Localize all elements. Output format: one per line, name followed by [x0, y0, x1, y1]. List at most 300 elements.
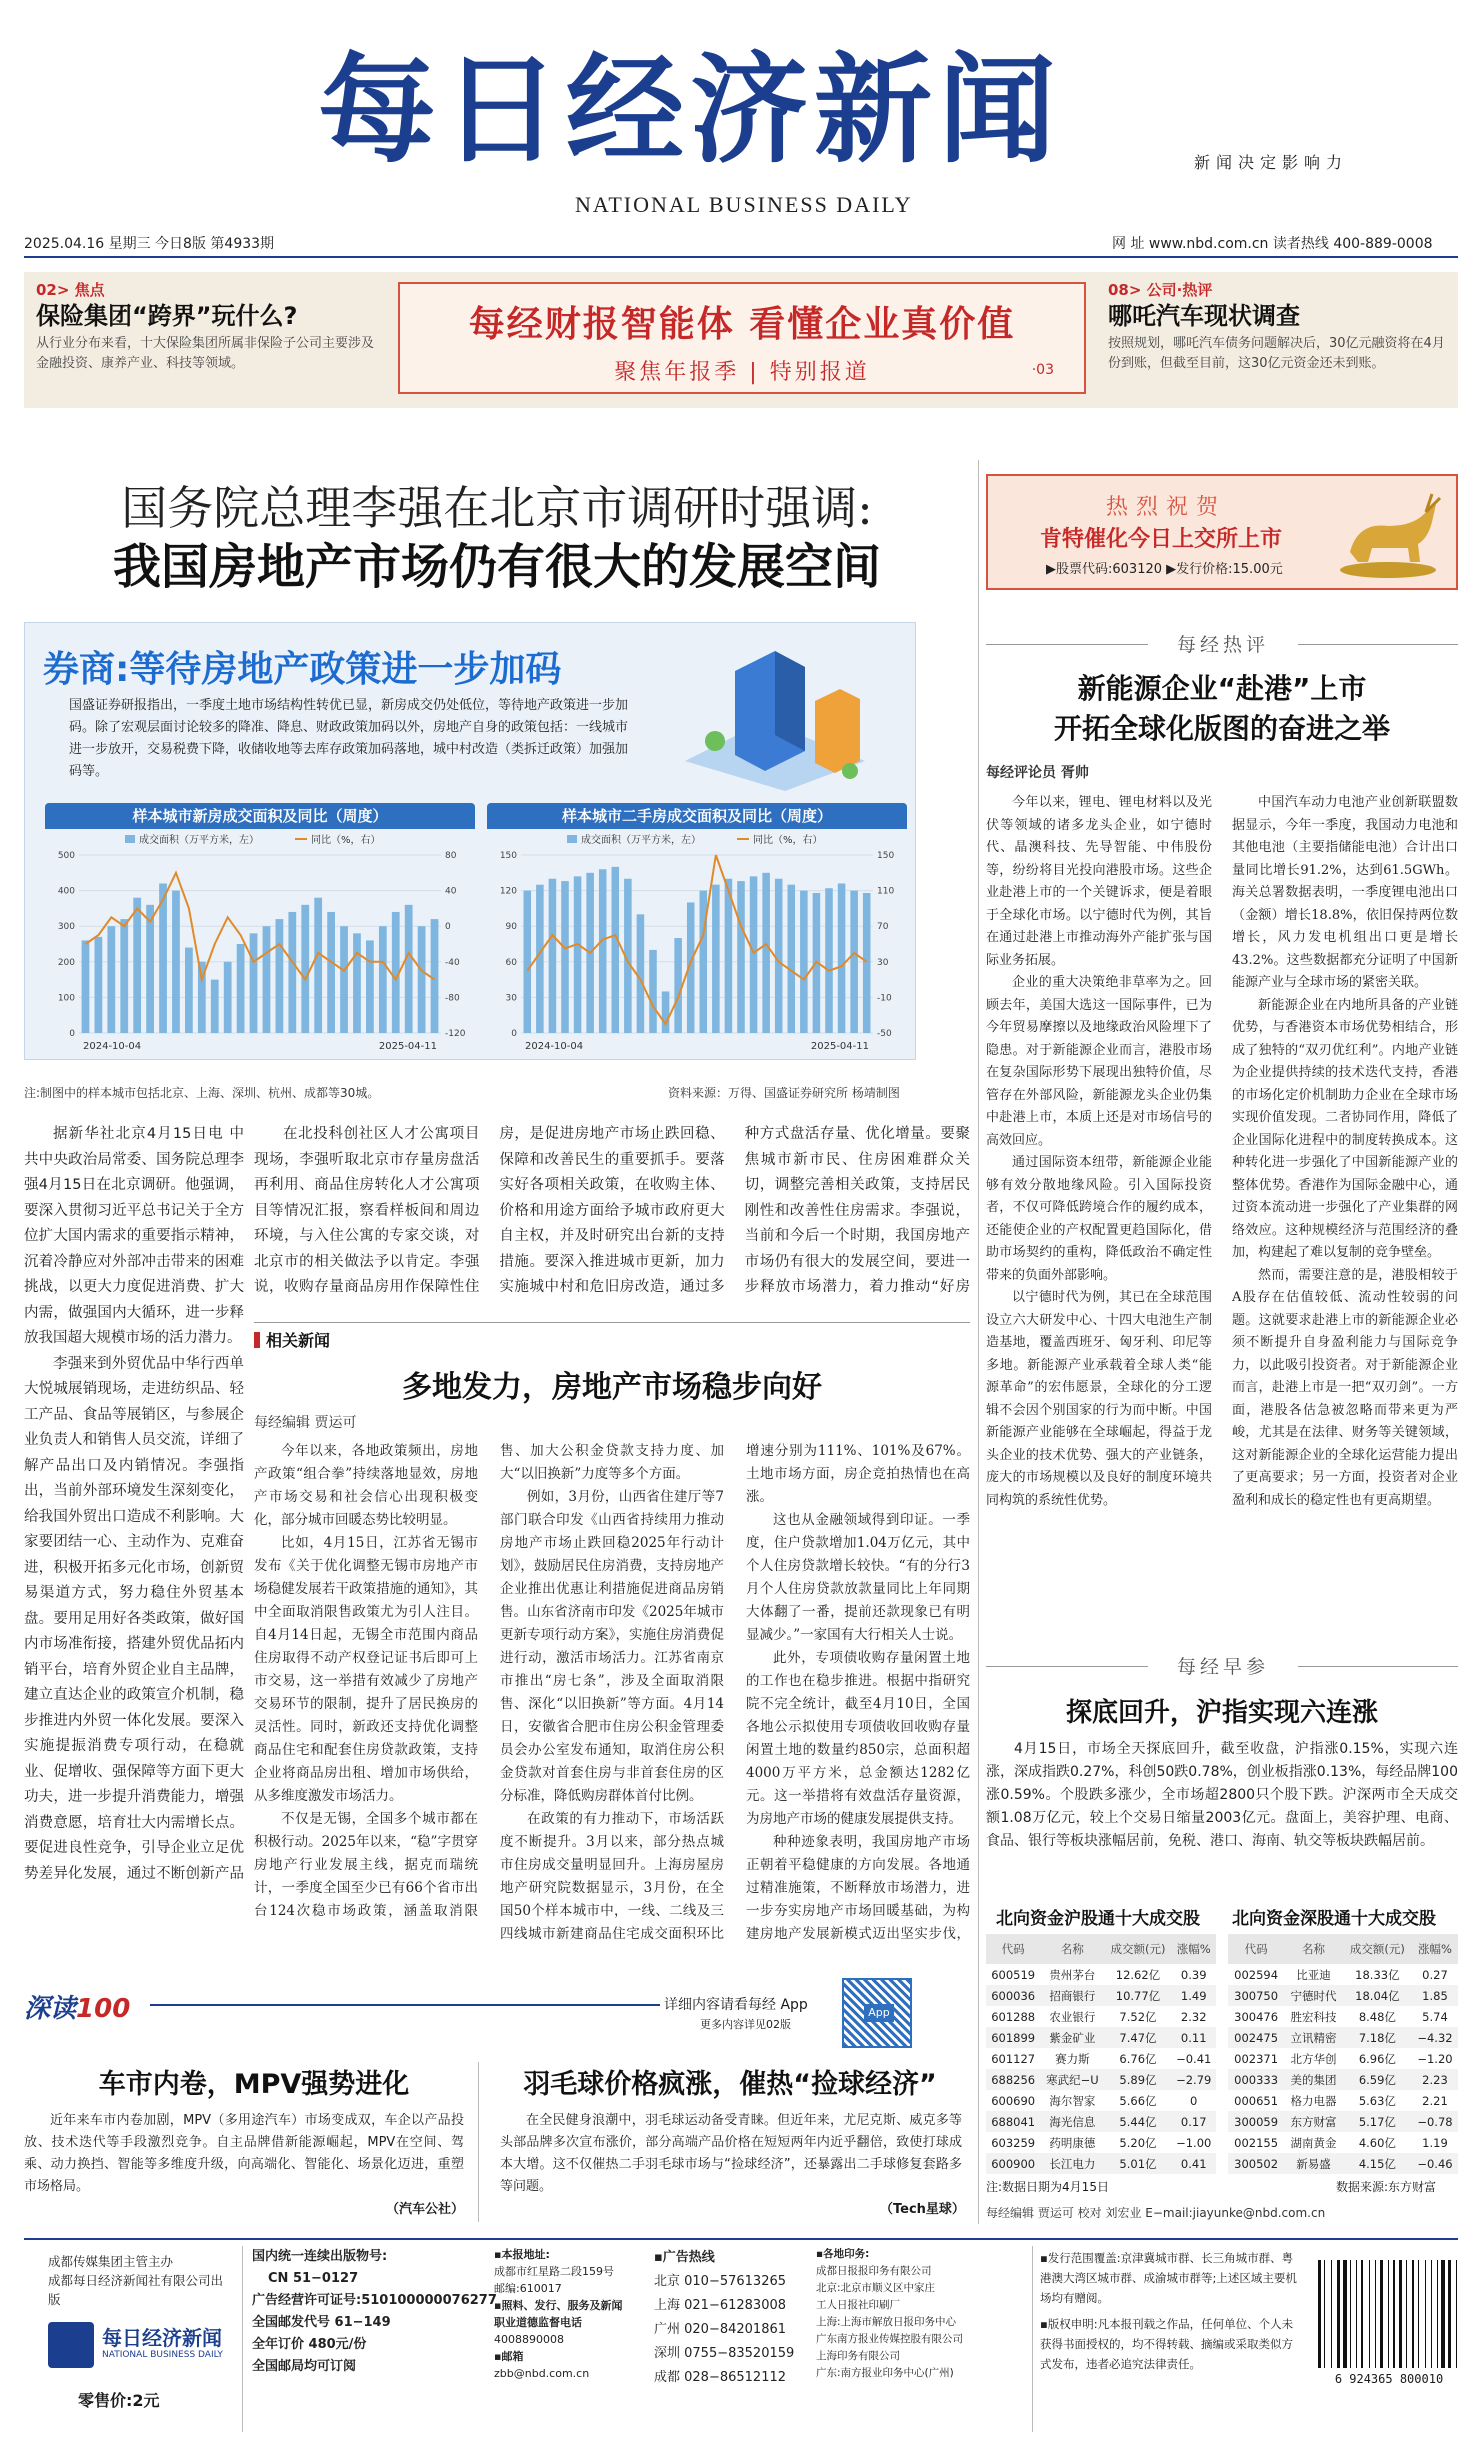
bar — [211, 980, 219, 1033]
bar — [237, 944, 245, 1033]
bar — [431, 919, 439, 1033]
lead-paragraph: 据新华社北京4月15日电 中共中央政治局常委、国务院总理李强4月15日在北京调研。他强调，要深入贯彻习近平总书记关于全方位扩大国内需求的重要指示精神，沉着冷静应对外部冲击带来的困难挑战，以更大力度促进消费、扩大内需，做强国内大循环，进一步释放我国超大规模市场的活力潜力。 — [24, 1126, 244, 1346]
commentary-headline-1: 新能源企业“赴港”上市 — [1077, 672, 1367, 705]
website-line: 网 址 www.nbd.com.cn 读者热线 400-889-0008 — [1112, 236, 1433, 252]
bar — [276, 919, 284, 1033]
footer-line: 4008890008 — [494, 2333, 564, 2346]
table-note: 注:数据日期为4月15日 — [986, 2180, 1109, 2194]
legend-swatch-bar — [125, 835, 135, 843]
table-source: 数据来源:东方财富 — [1336, 2180, 1437, 2194]
market-kicker: 每经早参 — [1148, 1652, 1298, 1679]
bar — [838, 883, 846, 1033]
footer-col3 — [494, 2246, 654, 2382]
building-illustration-icon — [645, 631, 885, 791]
y-tick-label-right: -10 — [877, 993, 892, 1004]
teaser-left[interactable] — [36, 280, 376, 374]
table-row — [1228, 1985, 1458, 2006]
barcode-bar — [1369, 2260, 1370, 2368]
footer-line: 全国邮局均可订阅 — [252, 2359, 357, 2374]
table-cell: 7.47亿 — [1105, 2027, 1172, 2048]
bar — [418, 926, 426, 1033]
table-cell: 5.89亿 — [1105, 2069, 1172, 2090]
table-row — [986, 2027, 1216, 2048]
footer-logo-en: NATIONAL BUSINESS DAILY — [102, 2350, 223, 2360]
footer-line: 上海 021−61283008 — [654, 2298, 787, 2313]
table-row — [1228, 2048, 1458, 2069]
bar — [405, 905, 413, 1033]
barcode-bar — [1388, 2260, 1389, 2368]
table-cell: 601899 — [986, 2027, 1040, 2048]
footer-line: ▪照料、发行、服务及新闻 — [494, 2299, 623, 2312]
promo-page: ·03 — [1031, 362, 1054, 378]
table-cell: 4.60亿 — [1358, 2135, 1396, 2150]
bar — [314, 898, 322, 1033]
table-cell: 5.66亿 — [1119, 2093, 1157, 2108]
table-cell: 紫金矿业 — [1040, 2027, 1104, 2048]
y-tick-label-left: 200 — [57, 957, 75, 968]
table-cell: 6.96亿 — [1358, 2051, 1396, 2066]
footer-line: ▪发行范围覆盖:京津冀城市群、长三角城市群、粤港澳大湾区城市群、成渝城市群等;上述区域主要机场均有赠阅。 — [1040, 2251, 1297, 2305]
footer-line: ▪邮箱 — [494, 2350, 524, 2363]
related-paragraph: 比如，4月15日，江苏省无锡市发布《关于优化调整无锡市房地产市场稳健发展若干政策措施的通知》，其中全面取消限售政策尤为引人注目。自4月14日起，无锡全市范围内商品住房取得不动产权登记证书后即可上市交易，这一举措有效减少了房地产交易环节的限制，提升了居民换房的灵活性。同时，新政还支持优化调整商品住宅和配套住房贷款政策，支持企业将商品房出租、增加市场供给，从多维度激发市场活力。 — [254, 1535, 478, 1804]
legend-swatch-bar — [567, 835, 577, 843]
table-cell: 北方华创 — [1290, 2051, 1337, 2066]
lead-paragraph: 李强来到外贸优品中华行西单大悦城展销现场，走进纺织品、轻工产品、食品等展销区，与参展企业负责人和销售人员交流，详细了解产品出口及内销情况。李强指出，当前外部环境发生深刻变化，给我国外贸出口造成不利影响。大家要团结一心、主动作为、克难奋进，积极开拓多元化市场，创新贸易渠道方式，努力稳住外贸基本盘。要用足用好各类政策，做好国内市场准衔接，搭建外贸优品拓内销平台，培育外贸企业自主品牌，建立直达企业的政策宣介机制，稳步推进内外贸一体化发展。要深入实施提振消费专项行动，在稳就业、促增收、强保障等方面下更大功夫，进一步提升消费能力，增强消费意愿，培育壮大内需增长点。要促进良性竞争，引导企业立足优势差异化发展，通过不断创新产品 — [24, 1355, 244, 1882]
deepread-logo-text: 深读 — [24, 1994, 77, 2024]
related-paragraph: 种种迹象表明，我国房地产市场正朝着平稳健康的方向发展。各地通过精准施策，不断释放市场潜力，进一步夯实房地产市场回暖基础，为构建房地产发展新模式迈出坚实步伐， — [746, 1834, 970, 1942]
ipo-congrats: 热烈祝贺 — [1106, 495, 1227, 520]
barcode-bar — [1318, 2260, 1321, 2368]
panel-title: 样本城市新房成交面积及同比（周度） — [45, 803, 475, 829]
panel-title: 样本城市二手房成交面积及同比（周度） — [487, 803, 907, 829]
ipo-banner[interactable] — [986, 474, 1458, 590]
bar — [353, 933, 361, 1033]
x-tick-label: 2024-10-04 — [525, 1041, 584, 1052]
footer — [24, 2238, 1458, 2436]
bar — [366, 940, 374, 1033]
table-cell: 18.33亿 — [1355, 1967, 1400, 1982]
legend-label: 成交面积（万平方米，左） — [139, 835, 259, 846]
table-cell: 002594 — [1234, 1967, 1279, 1982]
qr-code-icon[interactable] — [842, 1978, 912, 2048]
bar — [95, 937, 103, 1033]
footer-line: 成都每日经济新闻社有限公司出版 — [48, 2273, 224, 2307]
deepread-left-headline[interactable]: 车市内卷，MPV强势进化 — [98, 2069, 410, 2100]
table-row — [1228, 2069, 1458, 2090]
footer-line: 成都传媒集团主管主办 — [48, 2254, 174, 2269]
barcode-bar — [1331, 2260, 1332, 2368]
table-header: 代码 — [986, 1934, 1040, 1964]
footer-line: 北京:北京市顺义区中家庄 — [816, 2282, 936, 2294]
table-cell: 002371 — [1234, 2051, 1279, 2066]
table-cell: 0.39 — [1180, 1967, 1207, 1982]
related-body — [254, 1440, 970, 1960]
commentary-body — [986, 792, 1458, 1618]
table-cell: 立讯精密 — [1284, 2027, 1343, 2048]
table-cell: 300502 — [1228, 2153, 1284, 2174]
table-cell: 688041 — [986, 2111, 1040, 2132]
table-cell: 300750 — [1228, 1985, 1284, 2006]
commentary-paragraph: 企业的重大决策绝非草率为之。回顾去年，美国大选这一国际事件，已为今年贸易摩擦以及地缘政治风险埋下了隐患。对于新能源企业而言，港股市场在复杂国际形势下展现出独特价值，尽管存在外部风险，新能源龙头企业仍集中赴港上市，本质上还是对市场信号的高效回应。 — [986, 975, 1212, 1148]
table-row — [1228, 1964, 1458, 1985]
table-cell: 格力电器 — [1290, 2093, 1337, 2108]
bar — [762, 873, 770, 1033]
related-paragraph: 今年以来，各地政策频出，房地产政策“组合拳”持续落地显效，房地产市场交易和社会信心出现积极变化，部分城市回暖态势比较明显。 — [254, 1443, 478, 1528]
table-cell: 6.76亿 — [1119, 2051, 1157, 2066]
y-tick-label-right: 30 — [877, 957, 889, 968]
masthead-slogan: 新闻决定影响力 — [1194, 153, 1349, 172]
table-cell: 688256 — [986, 2069, 1040, 2090]
deepread-left-source: （汽车公社） — [380, 2198, 464, 2217]
y-tick-label-right: 80 — [445, 851, 457, 861]
table-cell: 603259 — [991, 2135, 1036, 2150]
bar — [107, 926, 115, 1033]
teaser-body: 按照规划，哪吒汽车债务问题解决后，30亿元融资将在4月份到账，但截至目前，这30亿元资金还未到账。 — [1108, 336, 1445, 371]
table-cell: 湖南黄金 — [1290, 2135, 1337, 2150]
chart-box — [24, 622, 916, 1060]
deepread-logo[interactable] — [24, 1988, 130, 2025]
related-paragraph: 此外，专项债收购存量闲置土地的工作也在稳步推进。根据中指研究院不完全统计，截至4月10日，全国各地公示拟使用专项债收回收购存量闲置土地的数量约850宗，总面积超4000万平方米，总金额达1282亿元。这一举措将有效盘活存量资源，为房地产市场的健康发展提供支持。 — [746, 1650, 970, 1827]
table-row — [986, 1985, 1216, 2006]
promo-line1: 每经财报智能体 看懂企业真价值 — [468, 303, 1016, 345]
bar — [725, 879, 733, 1033]
barcode-bar — [1350, 2260, 1351, 2368]
table-row — [986, 2111, 1216, 2132]
table-cell: −1.00 — [1176, 2135, 1212, 2150]
footer-line: 上海:上海市解放日报印务中心 — [816, 2316, 957, 2328]
table-cell: 0.27 — [1422, 1967, 1448, 1982]
y-tick-label-right: -40 — [445, 957, 460, 968]
footer-line: zbb@nbd.com.cn — [494, 2367, 590, 2380]
table-row — [986, 2153, 1216, 2174]
table-cell: 美的集团 — [1284, 2069, 1343, 2090]
teaser-headline: 保险集团“跨界”玩什么? — [36, 302, 298, 330]
bar — [82, 940, 90, 1033]
table-cell: 7.52亿 — [1119, 2009, 1157, 2024]
sz-table — [1228, 1934, 1458, 2174]
teaser-tag: 02> 焦点 — [36, 281, 105, 299]
table-cell: 2.32 — [1180, 2009, 1207, 2024]
bar — [788, 885, 796, 1033]
legend-label: 同比（%，右） — [753, 835, 823, 846]
footer-line: ▪广告热线 — [654, 2250, 715, 2265]
y-tick-label-left: 0 — [511, 1029, 517, 1039]
footer-line: CN 51−0127 — [268, 2271, 359, 2286]
table-cell: 5.20亿 — [1119, 2135, 1157, 2150]
table-cell: 300476 — [1234, 2009, 1279, 2024]
footer-line: 国内统一连续出版物号: — [252, 2249, 388, 2264]
table-cell: 寒武纪−U — [1040, 2069, 1104, 2090]
table-row — [1228, 2111, 1458, 2132]
footer-col5 — [816, 2246, 1026, 2382]
bar — [612, 867, 620, 1033]
table-cell: 1.19 — [1422, 2135, 1448, 2150]
bar — [674, 938, 682, 1033]
market-body: 4月15日，市场全天探底回升，截至收盘，沪指涨0.15%，实现六连涨，深成指跌0.27%，科创50跌0.78%，创业板指涨0.13%，每经品牌100涨0.59%。个股跌多涨少，全市场超2800只个股下跌。沪深两市全天成交额1.08万亿元，较上个交易日缩量2003亿元。盘面上，美容护理、电商、食品、银行等板块涨幅居前，免税、港口、海南、轨交等板块跌幅居前。 — [986, 1741, 1458, 1849]
sz-table-title: 北向资金深股通十大成交股 — [1232, 1909, 1436, 1929]
related-paragraph: 不仅是无锡，全国多个城市都在积极行动。2025年以来，“稳”字贯穿房地产行业发展主线，据克而瑞统计，一季度全国至少已有66个省市出台124次稳市场政策，涵盖取消限售、加大公积金贷款支持力度、加大“以旧换新”力度等多个方面。 — [254, 1443, 724, 1919]
bar — [549, 879, 557, 1033]
sh-table-title: 北向资金沪股通十大成交股 — [996, 1909, 1200, 1929]
qr-label: App — [864, 2004, 894, 2022]
commentary-paragraph: 新能源企业在内地所具备的产业链优势，与香港资本市场优势相结合，形成了独特的“双刃优红利”。内地产业链为企业提供持续的技术迭代支持，香港的市场化定价机制助力企业在全球市场实现价值发现。二者协同作用，降低了企业国际化进程中的制度转换成本。这种转化进一步强化了中国新能源产业的整体优势。香港作为国际金融中心，通过资本流动进一步强化了产业集群的网络效应。这种规模经济与范围经济的叠加，构建起了难以复制的竞争壁垒。 — [1232, 997, 1458, 1260]
bar — [250, 933, 258, 1033]
table-row — [986, 2006, 1216, 2027]
teaser-tag: 08> 公司·热评 — [1108, 281, 1213, 299]
table-cell: 600690 — [991, 2093, 1036, 2108]
footer-line: 全国邮发代号 61−149 — [252, 2315, 391, 2330]
deepread-logo-num: 100 — [76, 1994, 131, 2024]
y-tick-label-right: 110 — [877, 886, 895, 897]
bar — [185, 948, 193, 1033]
footer-line: 上海印务有限公司 — [816, 2350, 900, 2362]
table-cell: 000651 — [1234, 2093, 1279, 2108]
footer-line: 广告经营许可证号:510100000076277 — [252, 2293, 497, 2308]
y-tick-label-right: 0 — [445, 922, 451, 933]
bar — [637, 914, 645, 1033]
bar — [662, 991, 670, 1033]
chart-new-homes — [45, 829, 475, 1057]
barcode-bar — [1399, 2260, 1403, 2368]
bar — [800, 891, 808, 1033]
y-tick-label-right: 40 — [445, 886, 457, 897]
table-cell: −0.46 — [1412, 2153, 1458, 2174]
table-cell: 10.77亿 — [1105, 1985, 1172, 2006]
table-cell: 比亚迪 — [1296, 1967, 1331, 1982]
promo-banner[interactable] — [398, 282, 1086, 394]
lead-body-col2 — [254, 1122, 970, 1312]
table-cell: 东方财富 — [1284, 2111, 1343, 2132]
table-cell: 12.62亿 — [1115, 1967, 1161, 1982]
legend-label: 成交面积（万平方米，左） — [581, 835, 701, 846]
y-tick-label-right: -80 — [445, 993, 460, 1004]
bar — [340, 926, 348, 1033]
chart-title: 券商:等待房地产政策进一步加码 — [43, 649, 562, 690]
table-row — [1228, 2153, 1458, 2174]
table-cell: 8.48亿 — [1358, 2009, 1396, 2024]
table-row — [1228, 2027, 1458, 2048]
barcode-bar — [1356, 2260, 1357, 2368]
footer-line: 邮编:610017 — [494, 2282, 562, 2295]
barcode-number: 6 924365 800010 — [1334, 2372, 1444, 2386]
barcode-bar — [1437, 2260, 1438, 2368]
table-cell: −2.79 — [1171, 2069, 1216, 2090]
bar — [863, 893, 871, 1033]
commentary-paragraph: 以宁德时代为例，其已在全球范围设立六大研发中心、十四大电池生产制造基地，覆盖西班牙、匈牙利、印尼等多地。新能源产业承载着全球人类“能源革命”的宏伟愿景，全球化的分工逻辑不会因个别国家的行为而中断。中国新能源产业能够在全球崛起，得益于龙头企业的技术优势、强大的产业链条，庞大的市场规模以及良好的制度环境共同构筑的系统性优势。 — [986, 1290, 1212, 1508]
chart-used-homes — [487, 829, 907, 1057]
panel-new — [45, 803, 475, 829]
barcode-bar — [1425, 2260, 1426, 2368]
footer-line: 深圳 0755−83520159 — [654, 2346, 795, 2361]
table-cell: 600036 — [986, 1985, 1040, 2006]
deepread-right-headline[interactable]: 羽毛球价格疯涨，催热“捡球经济” — [523, 2069, 937, 2100]
table-cell: 0 — [1190, 2093, 1198, 2108]
footer-line: ▪本报地址: — [494, 2248, 550, 2261]
footer-line: 成都市红星路二段159号 — [494, 2265, 614, 2278]
table-cell: 0.41 — [1171, 2153, 1216, 2174]
footer-col4 — [654, 2246, 814, 2390]
lead-kicker: 国务院总理李强在北京市调研时强调: — [121, 481, 873, 535]
commentary-headline-2: 开拓全球化版图的奋进之举 — [1053, 712, 1390, 745]
bar — [599, 869, 607, 1033]
bar — [536, 885, 544, 1033]
table-header: 涨幅% — [1412, 1934, 1458, 1964]
table-cell: 1.85 — [1412, 1985, 1458, 2006]
barcode-bar — [1324, 2260, 1325, 2368]
table-cell: 6.59亿 — [1343, 2069, 1412, 2090]
barcode-icon — [1314, 2260, 1464, 2388]
deepread-hint: 详细内容请看每经 App — [664, 1997, 808, 2013]
dateline: 2025.04.16 星期三 今日8版 第4933期 — [24, 236, 275, 252]
table-cell: 18.04亿 — [1343, 1985, 1412, 2006]
table-header: 名称 — [1040, 1934, 1104, 1964]
table-cell: 002155 — [1234, 2135, 1279, 2150]
deepread-right-body: 在全民健身浪潮中，羽毛球运动备受青睐。但近年来，尤尼克斯、威克多等头部品牌多次宣布涨价，部分高端产品价格在短短两年内近乎翻倍，致使打球成本大增。这不仅催热二手羽毛球市场与“捡球经济”，还暴露出二手球修复套路多等问题。 — [500, 2113, 962, 2194]
table-cell: 招商银行 — [1040, 1985, 1104, 2006]
bar — [120, 919, 128, 1033]
table-cell: −1.20 — [1417, 2051, 1453, 2066]
chart-note: 注:制图中的样本城市包括北京、上海、深圳、杭州、成都等30城。 — [24, 1086, 380, 1100]
table-cell: 600519 — [991, 1967, 1036, 1982]
y-tick-label-right: 150 — [877, 851, 895, 861]
bar — [649, 950, 657, 1033]
bar — [172, 891, 180, 1033]
table-cell: 5.63亿 — [1358, 2093, 1396, 2108]
table-cell: 5.44亿 — [1105, 2111, 1172, 2132]
table-row — [986, 2048, 1216, 2069]
table-cell: −4.32 — [1412, 2027, 1458, 2048]
footer-price: 零售价:2元 — [78, 2391, 160, 2410]
related-paragraph: 这也从金融领域得到印证。一季度，住户贷款增加1.04万亿元，其中个人住房贷款增长较快。“有的分行3月个人住房贷款放款量同比上年同期大体翻了一番，提前还款现象已有明显减少。”一家国有大行相关人士说。 — [746, 1512, 970, 1643]
y-tick-label-left: 60 — [505, 957, 517, 968]
lead-headline: 我国房地产市场仍有很大的发展空间 — [112, 539, 881, 595]
x-tick-label: 2025-04-11 — [810, 1041, 869, 1052]
table-row — [986, 1964, 1216, 1985]
bar — [750, 876, 758, 1033]
table-cell: 601288 — [991, 2009, 1036, 2024]
table-row — [986, 2132, 1216, 2153]
sh-table — [986, 1934, 1216, 2174]
barcode-bar — [1431, 2260, 1432, 2368]
y-tick-label-left: 300 — [57, 922, 75, 933]
bar — [574, 876, 582, 1033]
table-cell: 600900 — [986, 2153, 1040, 2174]
commentary-kicker: 每经热评 — [1148, 630, 1298, 657]
lead-body-col1 — [24, 1122, 244, 1882]
table-cell: 海尔智家 — [1049, 2093, 1096, 2108]
table-cell: 601127 — [991, 2051, 1036, 2066]
table-cell: 1.49 — [1171, 1985, 1216, 2006]
table-cell: 长江电力 — [1040, 2153, 1104, 2174]
footer-line: ▪版权申明:凡本报刊载之作品，任何单位、个人未获得书面授权的，均不得转载、摘编或采取类似方式发布，违者必追究法律责任。 — [1040, 2317, 1294, 2371]
table-cell: 2.23 — [1412, 2069, 1458, 2090]
bar — [327, 912, 335, 1033]
related-headline: 多地发力，房地产市场稳步向好 — [402, 1370, 822, 1405]
barcode-bar — [1412, 2260, 1415, 2368]
table-cell: 4.15亿 — [1343, 2153, 1412, 2174]
table-cell: −0.78 — [1412, 2111, 1458, 2132]
footer-line: 全年订价 480元/份 — [252, 2337, 367, 2352]
y-tick-label-left: 400 — [57, 886, 75, 897]
table-row — [986, 2090, 1216, 2111]
deepread-hint2: 更多内容详见02版 — [700, 2018, 791, 2031]
y-tick-label-right: -120 — [445, 1029, 466, 1039]
panel-used — [487, 803, 907, 829]
table-cell: 0.11 — [1171, 2027, 1216, 2048]
masthead-rule — [24, 256, 1458, 258]
bar — [133, 898, 141, 1033]
table-cell: 新易盛 — [1284, 2153, 1343, 2174]
barcode-bar — [1375, 2260, 1376, 2368]
table-cell: −0.41 — [1176, 2051, 1212, 2066]
market-headline: 探底回升，沪指实现六连涨 — [1065, 1698, 1378, 1728]
promo-line2: 聚焦年报季 | 特别报道 — [614, 360, 870, 385]
barcode-bar — [1418, 2260, 1419, 2368]
bar — [737, 881, 745, 1033]
table-header: 涨幅% — [1171, 1934, 1216, 1964]
ipo-company: 肯特催化今日上交所上市 — [1040, 527, 1283, 552]
y-tick-label-left: 500 — [57, 851, 75, 861]
y-tick-label-right: -50 — [877, 1029, 892, 1039]
table-cell: 宁德时代 — [1284, 1985, 1343, 2006]
page-editor: 每经编辑 贾运可 校对 刘宏业 E−mail:jiayunke@nbd.com.cn — [986, 2206, 1326, 2220]
related-paragraph: 在政策的有力推动下，市场活跃度不断提升。3月以来，部分热点城市住房成交量明显回升。上海房屋房地产研究院数据显示，3月份，在全国50个样本城市中，一线、二线及三四线城市新建商品住宅成交面积环比增速分别为111%、101%及67%。土地市场方面，房企竞拍热情也在高涨。 — [500, 1443, 970, 1942]
y-tick-label-left: 90 — [505, 922, 517, 933]
deepread-left-body: 近年来车市内卷加剧，MPV（多用途汽车）市场变成双，车企以产品投放、技术迭代等手段激烈竞争。自主品牌借新能源崛起，MPV在空间、驾乘、动力换挡、智能等多维度升级，向高端化、智能化、场景化迈进，重塑市场格局。 — [24, 2113, 464, 2194]
masthead-english: NATIONAL BUSINESS DAILY — [575, 192, 913, 217]
barcode-bar — [1441, 2260, 1445, 2368]
table-cell: 5.01亿 — [1105, 2153, 1172, 2174]
footer-col6 — [1040, 2248, 1300, 2374]
table-cell: 5.74 — [1422, 2009, 1448, 2024]
barcode-bar — [1456, 2260, 1457, 2368]
table-cell: 000333 — [1228, 2069, 1284, 2090]
table-cell: 农业银行 — [1049, 2009, 1096, 2024]
barcode-bar — [1337, 2260, 1340, 2368]
table-cell: 002475 — [1228, 2027, 1284, 2048]
bar — [288, 912, 296, 1033]
barcode-bar — [1343, 2260, 1347, 2368]
teaser-body: 从行业分布来看，十大保险集团所属非保险子公司主要涉及金融投资、康养产业、科技等领域。 — [36, 336, 375, 371]
teaser-right[interactable] — [1108, 280, 1448, 374]
bar — [561, 881, 569, 1033]
table-row — [986, 2069, 1216, 2090]
table-cell: 0.17 — [1171, 2111, 1216, 2132]
commentary-paragraph: 然而，需要注意的是，港股相较于A股存在估值较低、流动性较弱的问题。这就要求赴港上市的新能源企业必须不断提升自身盈利能力与国际竞争力，以此吸引投资者。对于新能源企业而言，赴港上市是一把“双刃剑”。一方面，港股各估急被忽略而带来更为严峻，尤其是在法律、财务等关键领域，这对新能源企业的全球化运营能力提出了更高要求；另一方面，投资者对企业盈利和成长的稳定性也有更高期望。 — [1232, 1267, 1458, 1508]
bar — [301, 905, 309, 1033]
commentary-byline: 每经评论员 胥帅 — [986, 765, 1089, 781]
barcode-bar — [1380, 2260, 1384, 2368]
x-tick-label: 2024-10-04 — [83, 1041, 142, 1052]
footer-line: 职业道德监督电话 — [494, 2316, 582, 2329]
commentary-paragraph: 中国汽车动力电池产业创新联盟数据显示，今年一季度，我国动力电池和其他电池（主要指储能电池）合计出口量同比增长91.2%，达到61.5GWh。海关总署数据表明，一季度锂电池出口（金额）增长18.8%，依旧保持两位数增长，风力发电机组出口更是增长43.2%。这些数据都充分证明了中国新能源产业与全球市场的紧密关联。 — [1232, 795, 1458, 990]
chart-intro: 国盛证券研报指出，一季度土地市场结构性转优已显，新房成交仍处低位，等待地产政策进一步加码。除了宏观层面讨论较多的降准、降息、财政政策加码以外，房地产自身的政策包括：一线城市进一步放开，交易税费下降，收储收地等去库存政策加码落地，城中村改造（类拆迁政策）加强加码等。 — [69, 698, 629, 779]
table-cell: 胜宏科技 — [1290, 2009, 1337, 2024]
table-cell: 2.21 — [1422, 2093, 1448, 2108]
y-tick-label-left: 30 — [505, 993, 517, 1004]
footer-logo — [48, 2318, 228, 2376]
bar — [825, 888, 833, 1033]
bar — [775, 879, 783, 1033]
y-tick-label-left: 120 — [499, 886, 517, 897]
x-tick-label: 2025-04-11 — [378, 1041, 437, 1052]
commentary-paragraph: 今年以来，锂电、锂电材料以及光伏等领域的诸多龙头企业，如宁德时代、晶澳科技、先导智能、中伟股份等，纷纷将目光投向港股市场。这些企业赴港上市的一个关键诉求，便是着眼于全球化市场。以宁德时代为例，其旨在通过赴港上市推动海外产能扩张与国际业务拓展。 — [986, 795, 1212, 968]
commentary-paragraph: 通过国际资本纽带，新能源企业能够有效分散地缘风险。引入国际投资者，不仅可降低跨境合作的履约成本，还能使企业的产权配置更趋国际化，借助市场契约的重构，降低政治不确定性带来的负面外部影响。 — [986, 1155, 1212, 1283]
chart-source: 资料来源：万得、国盛证券研究所 杨靖制图 — [668, 1086, 900, 1100]
teaser-headline: 哪吒汽车现状调查 — [1108, 302, 1300, 330]
bar — [146, 905, 154, 1033]
table-row — [1228, 2132, 1458, 2153]
